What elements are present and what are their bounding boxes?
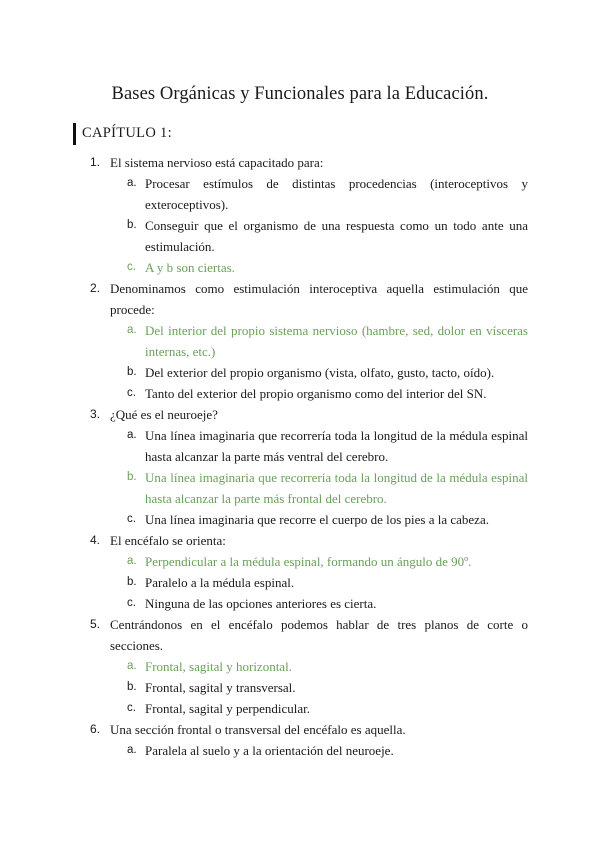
answer-option [0,509,600,530]
option-letter: c. [127,261,136,273]
option-text: Paralelo a la médula espinal. [145,575,295,590]
chapter-label: CAPÍTULO 1: [82,125,172,141]
answer-option [0,425,600,467]
option-letter: a. [127,744,137,756]
question-text: Denominamos como estimulación interoceptiva aquella estimulación que procede: [110,281,528,317]
answer-option-correct [0,467,600,509]
option-text: Del interior del propio sistema nervioso (hambre, sed, dolor en vísceras internas, etc.) [145,323,528,359]
option-text: Frontal, sagital y horizontal. [145,659,292,674]
option-letter: a. [127,429,137,441]
question-number: 2. [90,281,101,295]
option-text: Ninguna de las opciones anteriores es cierta. [145,596,377,611]
answer-option [0,593,600,614]
question-item [0,614,600,656]
question-number: 5. [90,617,101,631]
question-number: 1. [90,155,101,169]
option-letter: b. [127,681,137,693]
question-text: El sistema nervioso está capacitado para: [110,155,324,170]
option-letter: a. [127,324,137,336]
question-number: 6. [90,722,101,736]
question-number: 3. [90,407,101,421]
question-list [0,152,600,761]
chapter-marker-bar [73,123,76,145]
question-text: ¿Qué es el neuroeje? [110,407,218,422]
option-letter: c. [127,387,136,399]
question-item [0,152,600,173]
question-item [0,719,600,740]
question-item [0,278,600,320]
option-letter: a. [127,660,137,672]
document-title: Bases Orgánicas y Funcionales para la Educación. [111,84,489,104]
option-text: Paralela al suelo y a la orientación del neuroeje. [145,743,394,758]
option-letter: b. [127,366,137,378]
option-letter: a. [127,177,137,189]
option-text: Una línea imaginaria que recorrería toda la longitud de la médula espinal hasta alcanzar la parte más frontal del cerebro. [145,470,528,506]
option-letter: c. [127,597,136,609]
question-text: El encéfalo se orienta: [110,533,226,548]
answer-option [0,383,600,404]
answer-option [0,677,600,698]
option-text: Una línea imaginaria que recorrería toda la longitud de la médula espinal hasta alcanzar la parte más ventral del cerebro. [145,428,528,464]
answer-option-correct [0,551,600,572]
question-number: 4. [90,533,101,547]
option-text: Frontal, sagital y transversal. [145,680,296,695]
question-item [0,404,600,425]
answer-option [0,362,600,383]
option-text: Perpendicular a la médula espinal, formando un ángulo de 90º. [145,554,472,569]
answer-option [0,173,600,215]
option-letter: c. [127,513,136,525]
answer-option [0,698,600,719]
option-text: Conseguir que el organismo de una respuesta como un todo ante una estimulación. [145,218,528,254]
option-text: Procesar estímulos de distintas procedencias (interoceptivos y exteroceptivos). [145,176,528,212]
answer-option [0,740,600,761]
chapter-heading [73,122,172,145]
question-text: Una sección frontal o transversal del encéfalo es aquella. [110,722,406,737]
answer-option [0,572,600,593]
option-letter: a. [127,555,137,567]
option-text: Tanto del exterior del propio organismo como del interior del SN. [145,386,487,401]
option-letter: b. [127,219,137,231]
option-letter: c. [127,702,136,714]
option-text: Del exterior del propio organismo (vista, olfato, gusto, tacto, oído). [145,365,495,380]
option-letter: b. [127,471,137,483]
option-text: A y b son ciertas. [145,260,235,275]
answer-option-correct [0,257,600,278]
answer-option-correct [0,320,600,362]
answer-option-correct [0,656,600,677]
question-text: Centrándonos en el encéfalo podemos hablar de tres planos de corte o secciones. [110,617,528,653]
option-text: Frontal, sagital y perpendicular. [145,701,310,716]
option-text: Una línea imaginaria que recorre el cuerpo de los pies a la cabeza. [145,512,489,527]
answer-option [0,215,600,257]
option-letter: b. [127,576,137,588]
question-item [0,530,600,551]
